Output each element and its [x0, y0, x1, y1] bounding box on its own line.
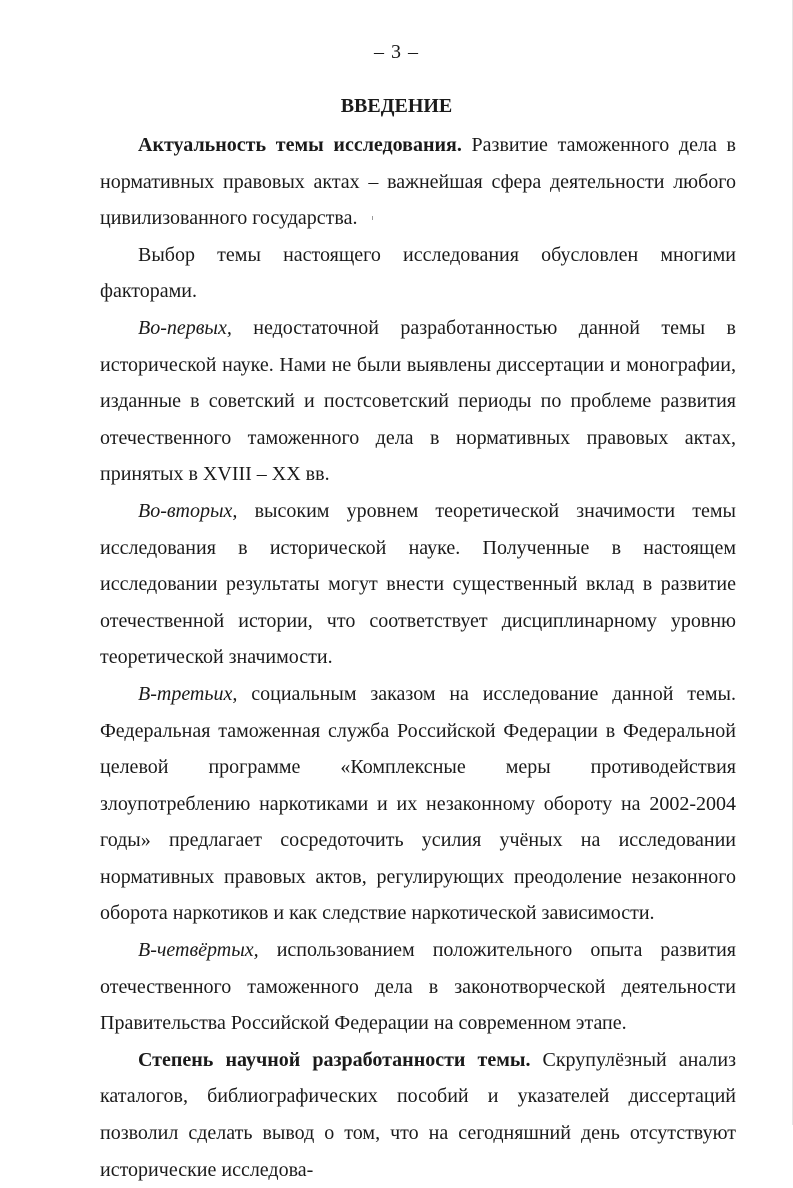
paragraph-lead: Актуальность темы исследования. — [138, 134, 462, 156]
paragraph-topic-choice — [100, 237, 736, 310]
paragraph-text: Скрупулёзный анализ каталогов, библиографических пособий и указателей диссертаций позволил сделать вывод о том, что на сегодняшний день отсутствуют исторические исследова- — [100, 1048, 736, 1181]
paragraph-ordinal: В-третьих, — [138, 682, 238, 705]
paragraph-text: высоким уровнем теоретической значимости темы исследования в исторической науке. Полученные в настоящем исследовании результаты могут внести существенный вклад в развитие отечественной истории, что соответствует дисциплинарному уровню теоретической значимости. — [100, 499, 736, 669]
paragraph-first — [100, 310, 736, 493]
paragraph-ordinal: Во-первых, — [138, 316, 232, 339]
section-heading: ВВЕДЕНИЕ — [340, 95, 453, 117]
paragraph-ordinal: Во-вторых, — [138, 499, 238, 522]
page-number: – 3 – — [374, 41, 419, 63]
paragraph-research-degree — [100, 1042, 736, 1188]
paragraph-text: социальным заказом на исследование данной темы. Федеральная таможенная служба Российской Федерации в Федеральной целевой программе «Комплексные меры противодействия злоупотреблению наркотиками и их незаконному обороту на 2002-2004 годы» предлагает сосредоточить усилия учёных на исследовании нормативных правовых актов, регулирующих преодоление незаконного оборота наркотиков и как следствие наркотической зависимости. — [100, 682, 736, 925]
paragraph-text: недостаточной разработанностью данной темы в исторической науке. Нами не были выявлены диссертации и монографии, изданные в советский и постсоветский периоды по проблеме развития отечественного таможенного дела в нормативных правовых актах, принятых в XVIII – XX вв. — [100, 316, 736, 486]
paragraph-relevance — [100, 127, 736, 237]
paragraph-fourth — [100, 932, 736, 1042]
scan-mark — [372, 216, 373, 220]
paragraph-third — [100, 676, 736, 932]
body-text — [100, 127, 736, 1188]
paragraph-text: Развитие таможенного дела в нормативных правовых актах – важнейшая сфера деятельности любого цивилизованного государства. — [100, 134, 736, 230]
paragraph-lead: Степень научной разработанности темы. — [138, 1048, 531, 1071]
paragraph-ordinal: В-четвёртых, — [138, 939, 259, 962]
paragraph-text: использованием положительного опыта развития отечественного таможенного дела в законотворческой деятельности Правительства Российской Федерации на современном этапе. — [100, 939, 736, 1035]
paragraph-text: Выбор темы настоящего исследования обусловлен многими факторами. — [100, 243, 736, 303]
paragraph-second — [100, 493, 736, 676]
